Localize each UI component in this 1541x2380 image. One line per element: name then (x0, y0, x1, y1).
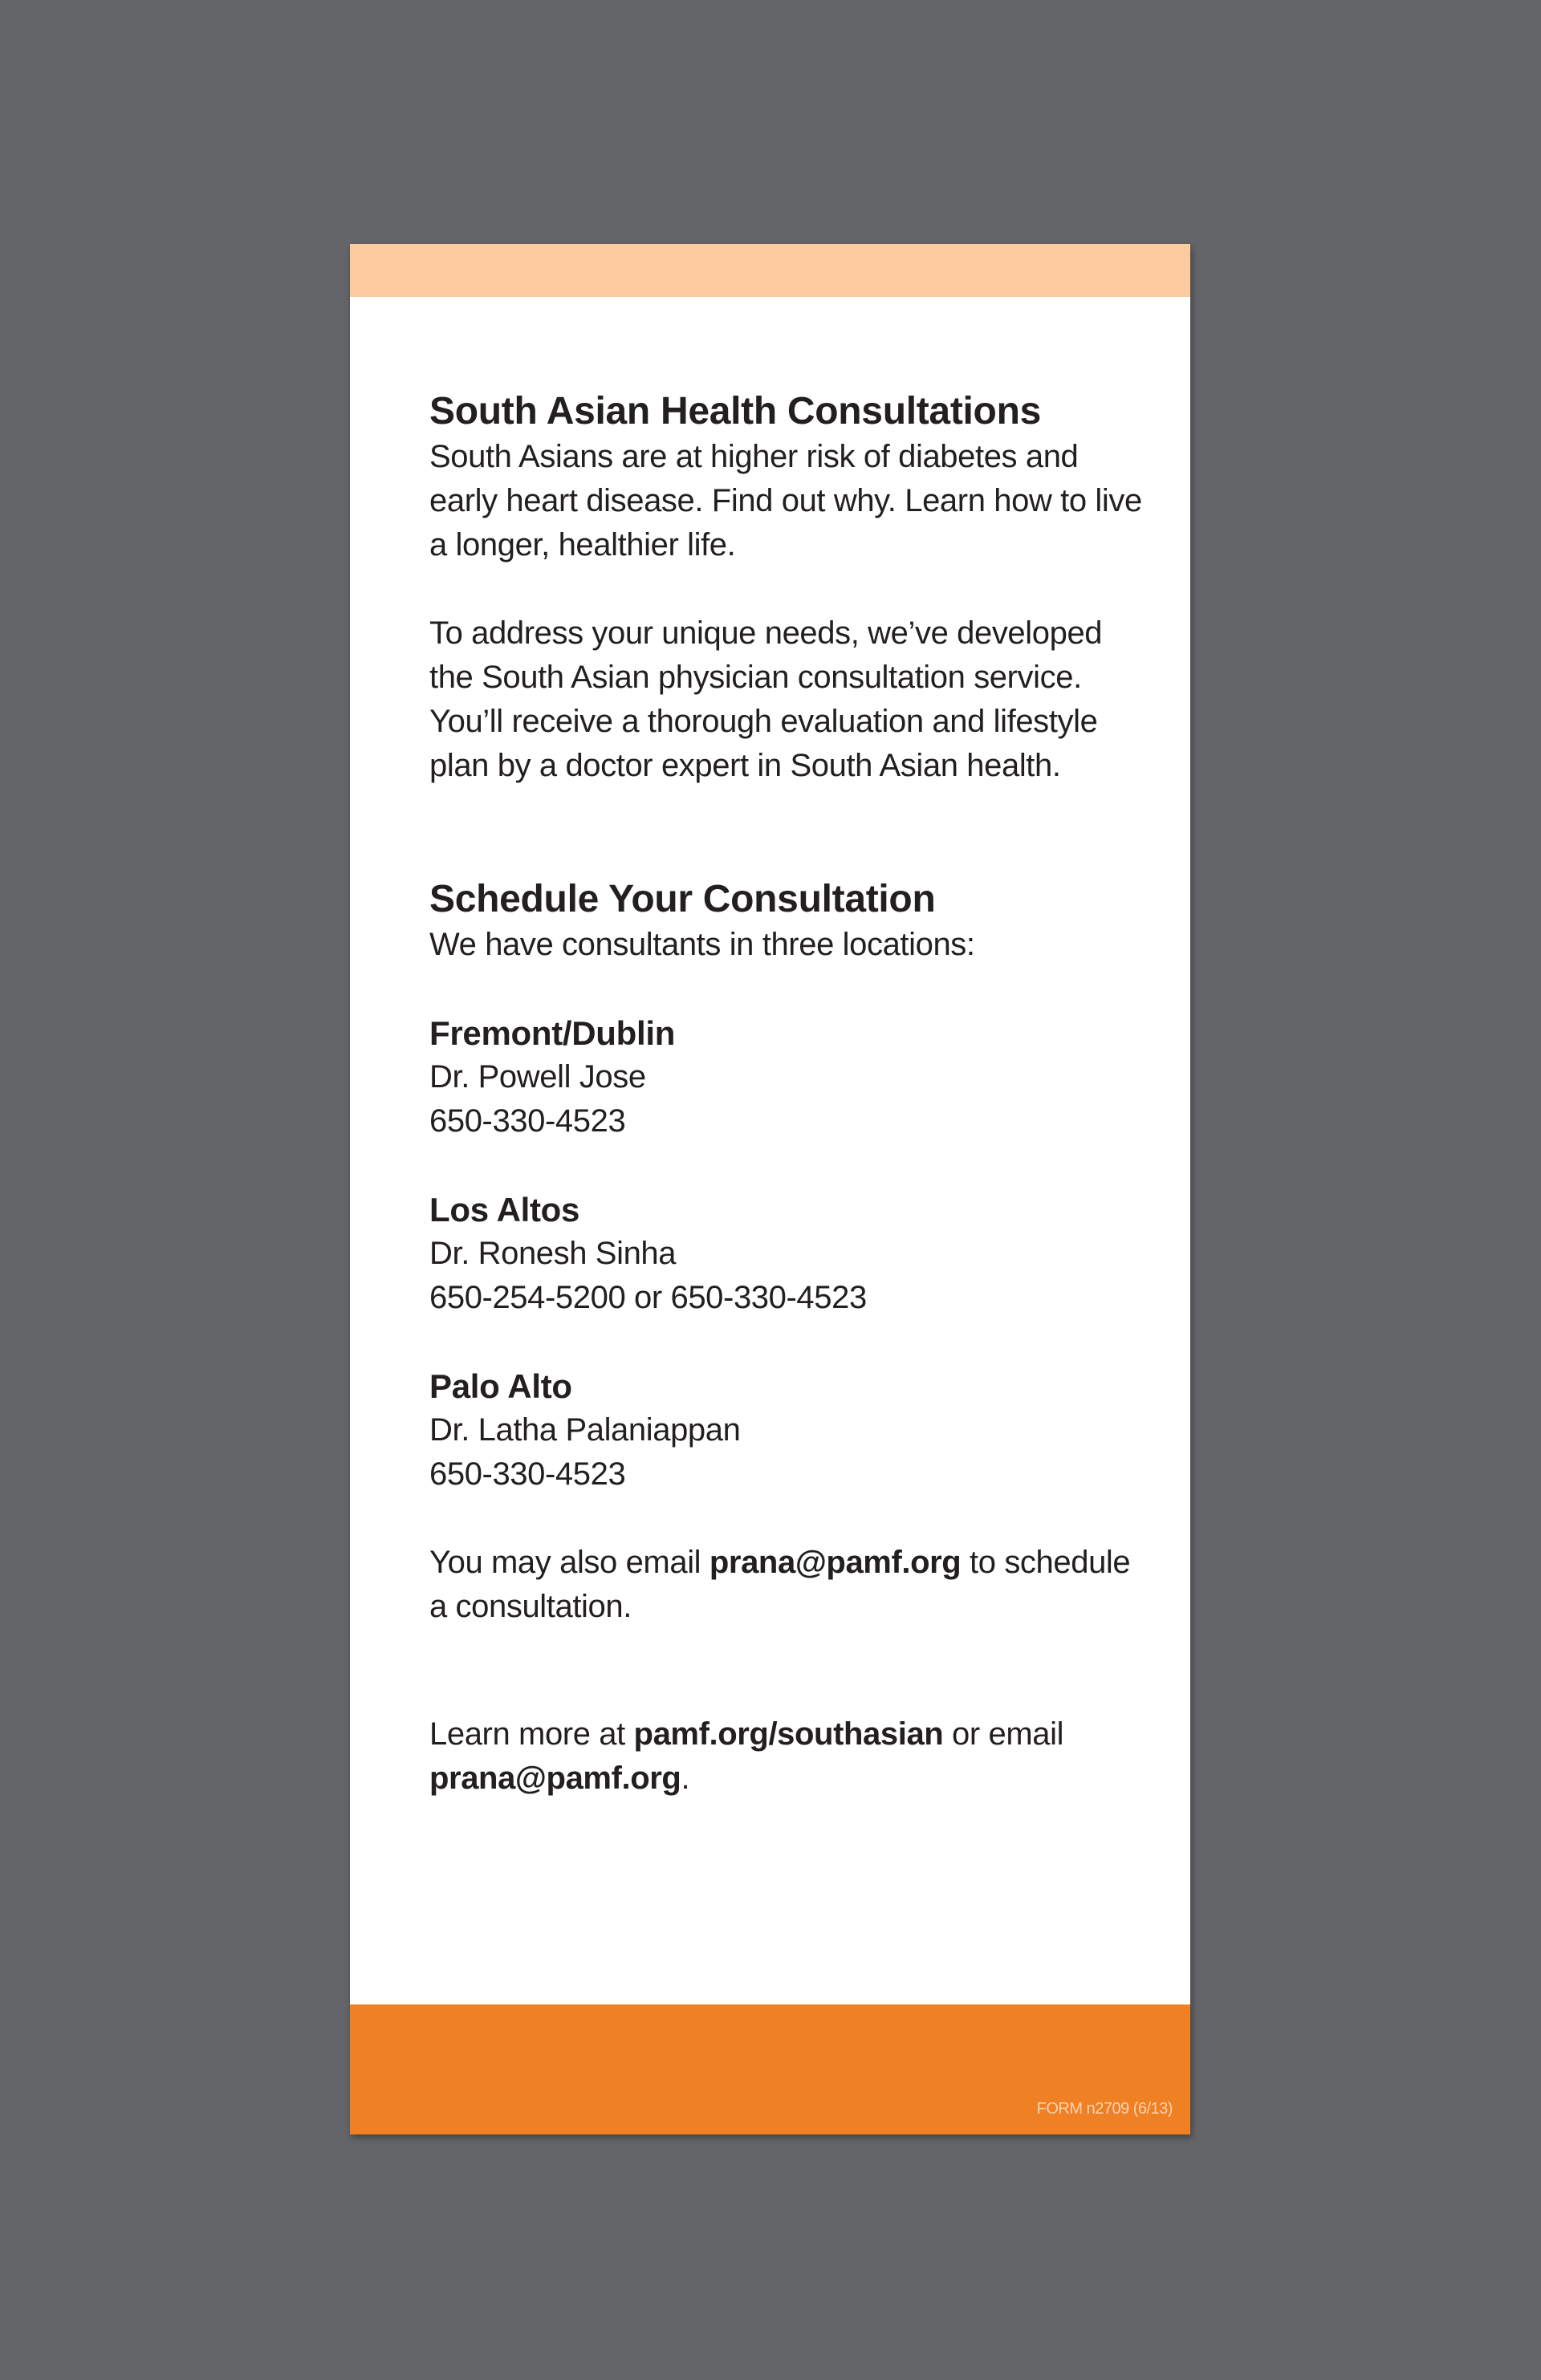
learn-more (429, 1712, 1152, 1801)
location-doctor: Dr. Powell Jose (429, 1059, 646, 1095)
brochure-content (429, 388, 1152, 1801)
location-phone[interactable]: 650-330-4523 (429, 1103, 626, 1139)
email-note (429, 1541, 1152, 1629)
location-doctor: Dr. Ronesh Sinha (429, 1236, 677, 1271)
location-phone[interactable]: 650-254-5200 or 650-330-4523 (429, 1280, 867, 1315)
website-link[interactable]: pamf.org/southasian (633, 1716, 944, 1752)
intro-heading: South Asian Health Consultations (429, 390, 1041, 433)
location-doctor: Dr. Latha Palaniappan (429, 1412, 741, 1448)
location-fremont-dublin (429, 1011, 1152, 1143)
location-phone[interactable]: 650-330-4523 (429, 1456, 626, 1492)
email-link[interactable]: prana@pamf.org (709, 1545, 962, 1580)
email-link[interactable]: prana@pamf.org (429, 1761, 681, 1796)
location-los-altos (429, 1188, 1152, 1320)
learn-more-middle: or email (943, 1716, 1064, 1752)
form-number: FORM n2709 (6/13) (1036, 2100, 1173, 2118)
learn-more-suffix: . (681, 1761, 690, 1796)
intro-paragraph-1: South Asians are at higher risk of diabetes and early heart disease. Find out why. Learn how to live a longer, healthier life. (429, 439, 1142, 563)
email-note-prefix: You may also email (429, 1545, 710, 1580)
schedule-heading: Schedule Your Consultation (429, 878, 936, 920)
location-name: Palo Alto (429, 1367, 572, 1405)
location-palo-alto (429, 1364, 1152, 1497)
location-name: Los Altos (429, 1191, 580, 1229)
learn-more-prefix: Learn more at (429, 1716, 634, 1752)
bottom-color-band (350, 2004, 1190, 2134)
schedule-subheading: We have consultants in three locations: (429, 927, 975, 962)
location-name: Fremont/Dublin (429, 1014, 676, 1052)
email-note-suffix: to schedule a consultation. (429, 1545, 1131, 1624)
top-color-band (350, 244, 1190, 297)
brochure-card (350, 244, 1190, 2134)
intro-paragraph-2: To address your unique needs, we’ve developed the South Asian physician consultation service. You’ll receive a thorough evaluation and lifestyle plan by a doctor expert in South Asian health. (429, 615, 1103, 783)
